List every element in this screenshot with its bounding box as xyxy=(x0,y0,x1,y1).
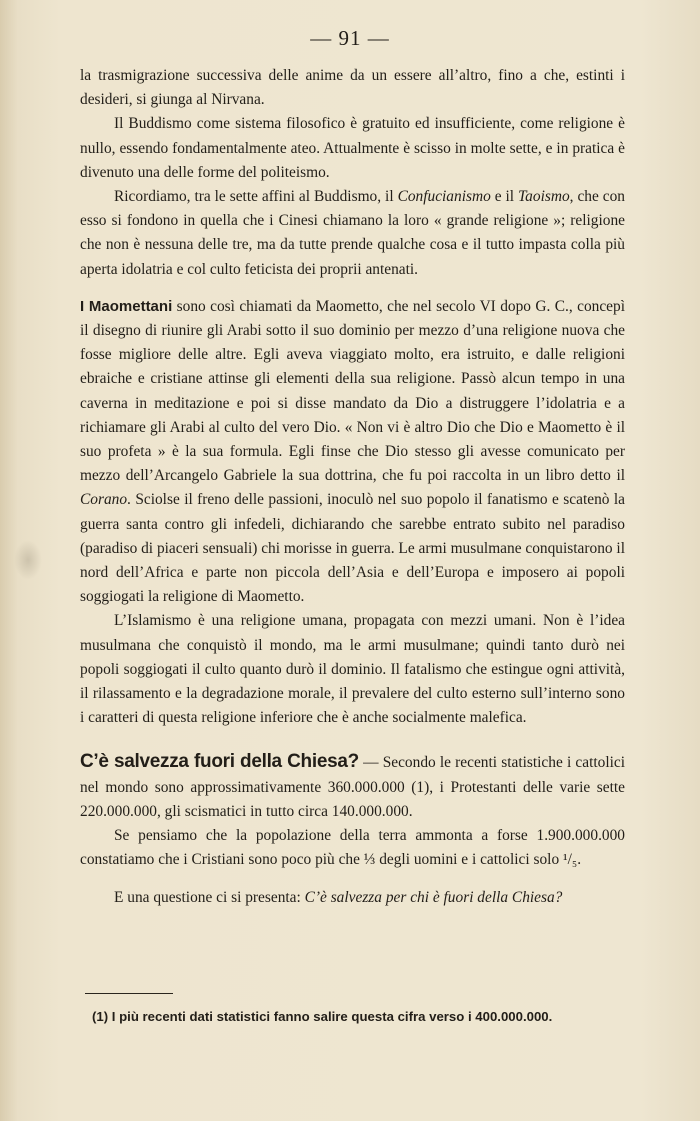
page-number: — 91 — xyxy=(310,26,390,50)
muslims-text-a: sono così chiamati da Maometto, che nel secolo VI dopo G. C., concepì il disegno di riunire gli Arabi sotto il suo dominio per mezzo d’una religione nuova che fosse migliore delle altre. Egli aveva viaggiato molto, era istruito, e dalle religioni ebraiche e cristiane attinse gli elementi della sua religione. Passò alcun tempo in una caverna in meditazione e poi si disse mandato da Dio a distruggere l’idolatria e a richiamare gli Arabi al culto del vero Dio. « Non vi è altro Dio che Dio e Maometto è il suo profeta » è la sua formula. Egli finse che Dio stesso gli avesse comunicato per mezzo dell’Arcangelo Gabriele la sua dottrina, che fu poi raccolta in un libro detto il xyxy=(80,297,625,485)
footnote-rule xyxy=(85,993,173,994)
paragraph-islamism: L’Islamismo è una religione umana, propagata con mezzi umani. Non è l’idea musulmana che conquistò il mondo, ma le armi musulmane; quindi tanto durò nei popoli soggiogati il culto quanto durò il dominio. Il fatalismo che estingue ogni attività, il rilassamento e la degradazione morale, il prevalere del culto esterno sull’interno sono i caratteri di questa religione inferiore che è anche socialmente malefica. xyxy=(80,612,625,727)
footnote: (1) I più recenti dati statistici fanno salire questa cifra verso i 400.000.000. xyxy=(92,1009,553,1024)
paragraph-question xyxy=(80,886,625,910)
paragraph-transmigration: la trasmigrazione successiva delle anime da un essere all’altro, fino a che, estinti i desideri, si giunga al Nirvana. xyxy=(80,67,625,109)
salvation-text: — Secondo le recenti statistiche i cattolici nel mondo sono approssimativamente 360.000.000 (1), i Protestanti delle varie sette 220.000.000, gli scismatici in tutto circa 140.000.000. xyxy=(80,754,625,820)
sects-text-c: e il xyxy=(490,188,519,206)
paragraph-sects xyxy=(80,185,625,282)
paper-stain xyxy=(14,540,42,580)
paragraph-muslims xyxy=(80,295,625,610)
muslims-text-c: . Sciolse il freno delle passioni, inoculò nel suo popolo il fanatismo e scatenò la guerra santa contro gli infedeli, dichiarando che sarebbe entrato subito nel paradiso (paradiso di piaceri sensuali) chi morisse in guerra. Le armi musulmane conquistarono il nord dell’Africa e parte non piccola dell’Asia e dell’Europa e imposero ai popoli soggiogati la religione di Maometto. xyxy=(80,491,625,606)
question-text-b: C’è salvezza per chi è fuori della Chiesa? xyxy=(304,888,563,906)
body-text xyxy=(80,64,625,910)
confucianism-term: Confucianismo xyxy=(397,188,491,206)
question-text-a: E una questione ci si presenta: xyxy=(114,888,305,906)
sects-text-e: , che con esso si fondono in quella che i Cinesi chiamano la loro « grande religione »; religione che non è nessuna delle tre, ma da tutte prende qualche cosa e il tutto impasta colla più aperta idolatria e col culto feticista dei proprii antenati. xyxy=(80,188,625,278)
salvation-heading: C’è salvezza fuori della Chiesa? xyxy=(80,751,359,773)
paragraph-salvation xyxy=(80,750,625,824)
muslims-lead: I Maomettani xyxy=(80,297,173,315)
sects-text-a: Ricordiamo, tra le sette affini al Buddismo, il xyxy=(114,188,398,206)
paragraph-population: Se pensiamo che la popolazione della terra ammonta a forse 1.900.000.000 constatiamo che i Cristiani sono poco più che ⅓ degli uomini e i cattolici solo ¹/₅. xyxy=(80,827,625,869)
paragraph-buddhism: Il Buddismo come sistema filosofico è gratuito ed insufficiente, come religione è nullo, essendo fondamentalmente ateo. Attualmente è scisso in molte sette, e in pratica è divenuto una delle forme del politeismo. xyxy=(80,115,625,181)
quran-term: Corano xyxy=(80,491,128,509)
taoism-term: Taoismo xyxy=(518,188,570,206)
